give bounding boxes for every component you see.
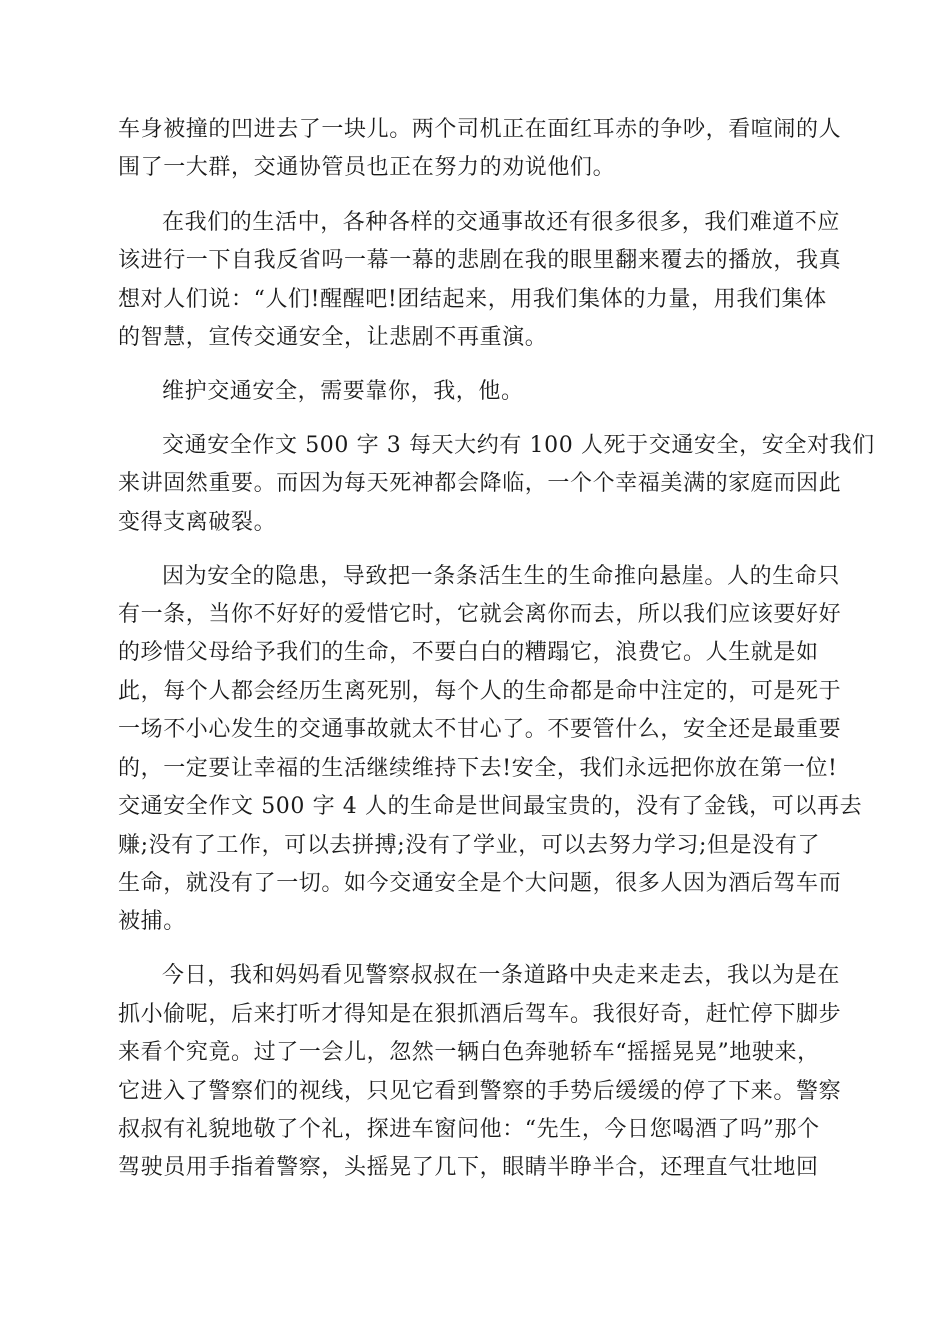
paragraph-6-line-5: 叔叔有礼貌地敬了个礼，探进车窗问他：“先生，今日您喝酒了吗”那个 — [118, 1117, 820, 1142]
paragraph-5-line-1: 因为安全的隐患，导致把一条条活生生的生命推向悬崖。人的生命只 — [162, 564, 841, 589]
paragraph-6-line-2: 抓小偷呢，后来打听才得知是在狠抓酒后驾车。我很好奇，赶忙停下脚步 — [118, 1002, 842, 1027]
paragraph-2-line-3: 想对人们说：“人们!醒醒吧!团结起来，用我们集体的力量，用我们集体 — [118, 287, 827, 312]
paragraph-5-line-9: 生命，就没有了一切。如今交通安全是个大问题，很多人因为酒后驾车而 — [118, 871, 842, 896]
paragraph-1-line-2: 围了一大群，交通协管员也正在努力的劝说他们。 — [118, 155, 616, 180]
paragraph-2-line-2: 该进行一下自我反省吗一幕一幕的悲剧在我的眼里翻来覆去的播放，我真 — [118, 248, 842, 273]
paragraph-5-line-4: 此，每个人都会经历生离死别，每个人的生命都是命中注定的，可是死于 — [118, 679, 842, 704]
paragraph-5-line-5: 一场不小心发生的交通事故就太不甘心了。不要管什么，安全还是最重要 — [118, 717, 842, 742]
paragraph-4-line-2: 来讲固然重要。而因为每天死神都会降临，一个个幸福美满的家庭而因此 — [118, 471, 842, 496]
paragraph-5-line-3: 的珍惜父母给予我们的生命，不要白白的糟蹋它，浪费它。人生就是如 — [118, 640, 819, 665]
paragraph-5-line-7: 交通安全作文 500 字 4 人的生命是世间最宝贵的，没有了金钱，可以再去 — [118, 794, 863, 819]
paragraph-5-line-8: 赚;没有了工作，可以去拼搏;没有了学业，可以去努力学习;但是没有了 — [118, 833, 821, 858]
paragraph-6-line-3: 来看个究竟。过了一会儿，忽然一辆白色奔驰轿车“摇摇晃晃”地驶来， — [118, 1040, 820, 1065]
paragraph-6-line-4: 它进入了警察们的视线，只见它看到警察的手势后缓缓的停了下来。警察 — [118, 1079, 842, 1104]
paragraph-2-line-1: 在我们的生活中，各种各样的交通事故还有很多很多，我们难道不应 — [162, 210, 841, 235]
paragraph-5-line-10: 被捕。 — [118, 909, 186, 934]
paragraph-5-line-2: 有一条，当你不好好的爱惜它时，它就会离你而去，所以我们应该要好好 — [118, 602, 842, 627]
paragraph-6-line-1: 今日，我和妈妈看见警察叔叔在一条道路中央走来走去，我以为是在 — [162, 963, 841, 988]
paragraph-4-line-1: 交通安全作文 500 字 3 每天大约有 100 人死于交通安全，安全对我们 — [162, 433, 875, 458]
paragraph-6-line-6: 驾驶员用手指着警察，头摇晃了几下，眼睛半睁半合，还理直气壮地回 — [118, 1155, 819, 1180]
paragraph-5-line-6: 的，一定要让幸福的生活继续维持下去!安全，我们永远把你放在第一位! — [118, 756, 838, 781]
paragraph-4-line-3: 变得支离破裂。 — [118, 510, 277, 535]
paragraph-1-line-1: 车身被撞的凹进去了一块儿。两个司机正在面红耳赤的争吵，看喧闹的人 — [118, 117, 842, 142]
paragraph-3-line-1: 维护交通安全，需要靠你，我，他。 — [162, 379, 524, 404]
paragraph-2-line-4: 的智慧，宣传交通安全，让悲剧不再重演。 — [118, 325, 548, 350]
